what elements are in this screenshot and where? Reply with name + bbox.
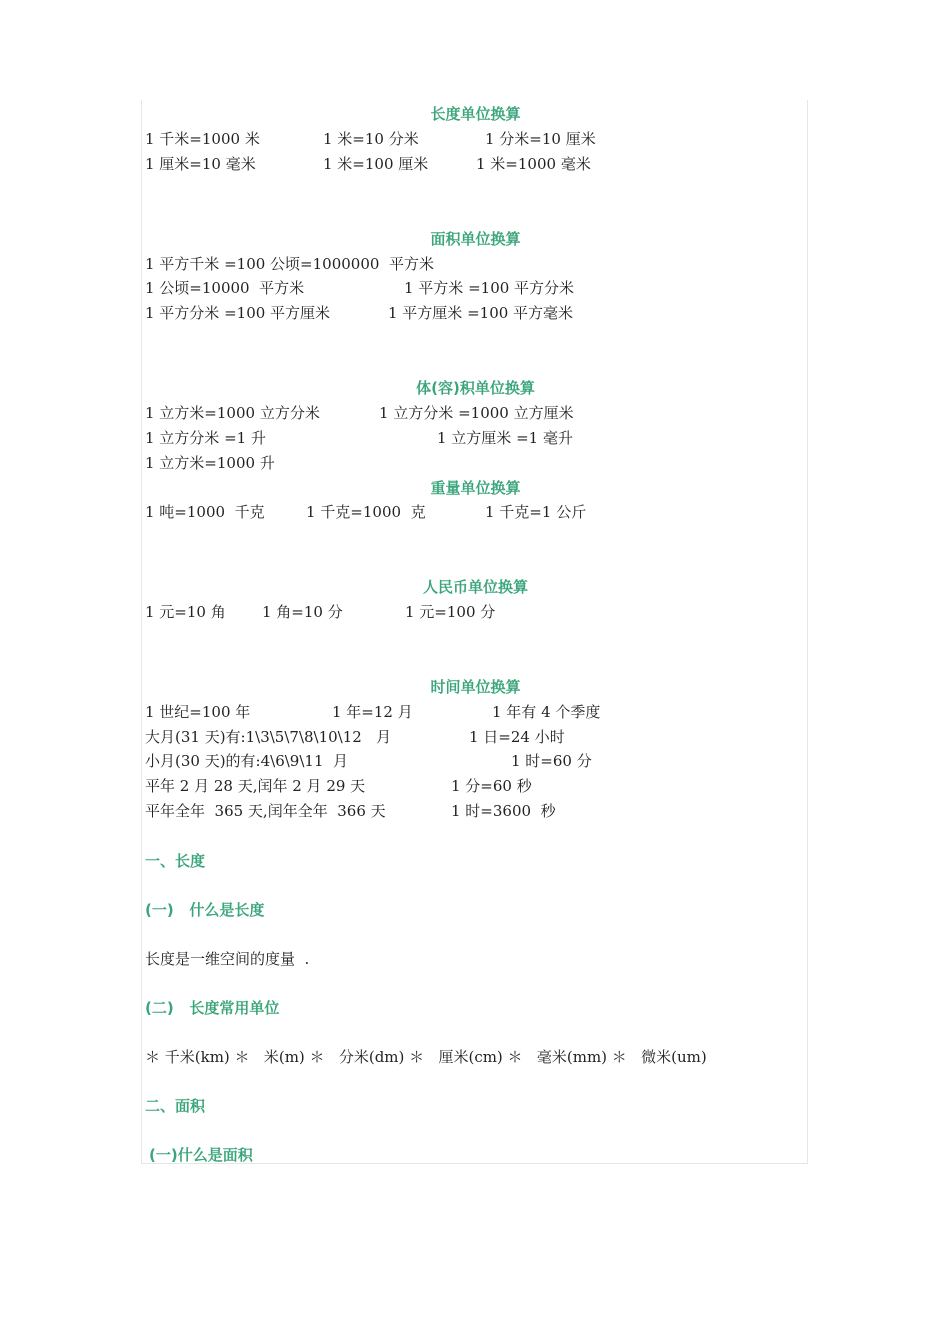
document-page [141, 100, 808, 1164]
volume-row-2-col-2: 1 立方厘米 =1 毫升 [437, 429, 573, 447]
heading-length: 一、长度 [145, 852, 206, 870]
weight-row-1-col-2: 1 千克=1000 克 [306, 503, 426, 521]
area-title: 面积单位换算 [430, 230, 521, 248]
length-row-2-col-1: 1 厘米=10 毫米 [145, 155, 256, 173]
area-row-3-col-2: 1 平方厘米 =100 平方毫米 [388, 304, 574, 322]
area-row-2-col-2: 1 平方米 =100 平方分米 [404, 279, 575, 297]
rmb-title: 人民币单位换算 [422, 578, 528, 596]
time-row-4-col-2: 1 分=60 秒 [451, 777, 532, 795]
rmb-row-1-col-3: 1 元=100 分 [405, 603, 496, 621]
time-row-1-col-3: 1 年有 4 个季度 [492, 703, 601, 721]
length-title: 长度单位换算 [430, 105, 521, 123]
length-row-1-col-3: 1 分米=10 厘米 [485, 130, 596, 148]
rmb-row-1-col-1: 1 元=10 角 [145, 603, 226, 621]
time-row-4-col-1: 平年 2 月 28 天,闰年 2 月 29 天 [145, 777, 366, 795]
time-row-3-col-2: 1 时=60 分 [511, 752, 592, 770]
length-row-1-col-1: 1 千米=1000 米 [145, 130, 260, 148]
length-row-2-col-2: 1 米=100 厘米 [323, 155, 429, 173]
time-row-5-col-1: 平年全年 365 天,闰年全年 366 天 [145, 802, 386, 820]
time-row-3-col-1: 小月(30 天)的有:4\6\9\11 月 [145, 752, 349, 770]
weight-row-1-col-1: 1 吨=1000 千克 [145, 503, 265, 521]
volume-row-3-col-1: 1 立方米=1000 升 [145, 454, 275, 472]
volume-row-1-col-2: 1 立方分米 =1000 立方厘米 [379, 404, 574, 422]
rmb-row-1-col-2: 1 角=10 分 [262, 603, 343, 621]
time-row-5-col-2: 1 时=3600 秒 [451, 802, 556, 820]
time-row-2-col-2: 1 日=24 小时 [469, 728, 565, 746]
weight-row-1-col-3: 1 千克=1 公斤 [485, 503, 587, 521]
area-row-1-col-1: 1 平方千米 =100 公顷=1000000 平方米 [145, 255, 434, 273]
volume-row-1-col-1: 1 立方米=1000 立方分米 [145, 404, 320, 422]
area-row-3-col-1: 1 平方分米 =100 平方厘米 [145, 304, 331, 322]
time-row-1-col-2: 1 年=12 月 [332, 703, 413, 721]
time-row-1-col-1: 1 世纪=100 年 [145, 703, 251, 721]
heading-length-units: (二) 长度常用单位 [145, 999, 280, 1017]
paragraph-length-units: ＊ 千米(km) ＊ 米(m) ＊ 分米(dm) ＊ 厘米(cm) ＊ 毫米(mm) ＊ 微米(um) [145, 1048, 707, 1066]
length-row-1-col-2: 1 米=10 分米 [323, 130, 419, 148]
heading-what-is-area: (一)什么是面积 [149, 1146, 253, 1164]
time-row-2-col-1: 大月(31 天)有:1\3\5\7\8\10\12 月 [145, 728, 392, 746]
length-row-2-col-3: 1 米=1000 毫米 [476, 155, 591, 173]
heading-area: 二、面积 [145, 1097, 206, 1115]
volume-title: 体(容)积单位换算 [416, 379, 535, 397]
volume-row-2-col-1: 1 立方分米 =1 升 [145, 429, 266, 447]
heading-what-is-length: (一) 什么是长度 [145, 901, 265, 919]
time-title: 时间单位换算 [430, 678, 521, 696]
area-row-2-col-1: 1 公顷=10000 平方米 [145, 279, 305, 297]
paragraph-length-definition: 长度是一维空间的度量 . [145, 950, 310, 968]
weight-title: 重量单位换算 [430, 479, 521, 497]
